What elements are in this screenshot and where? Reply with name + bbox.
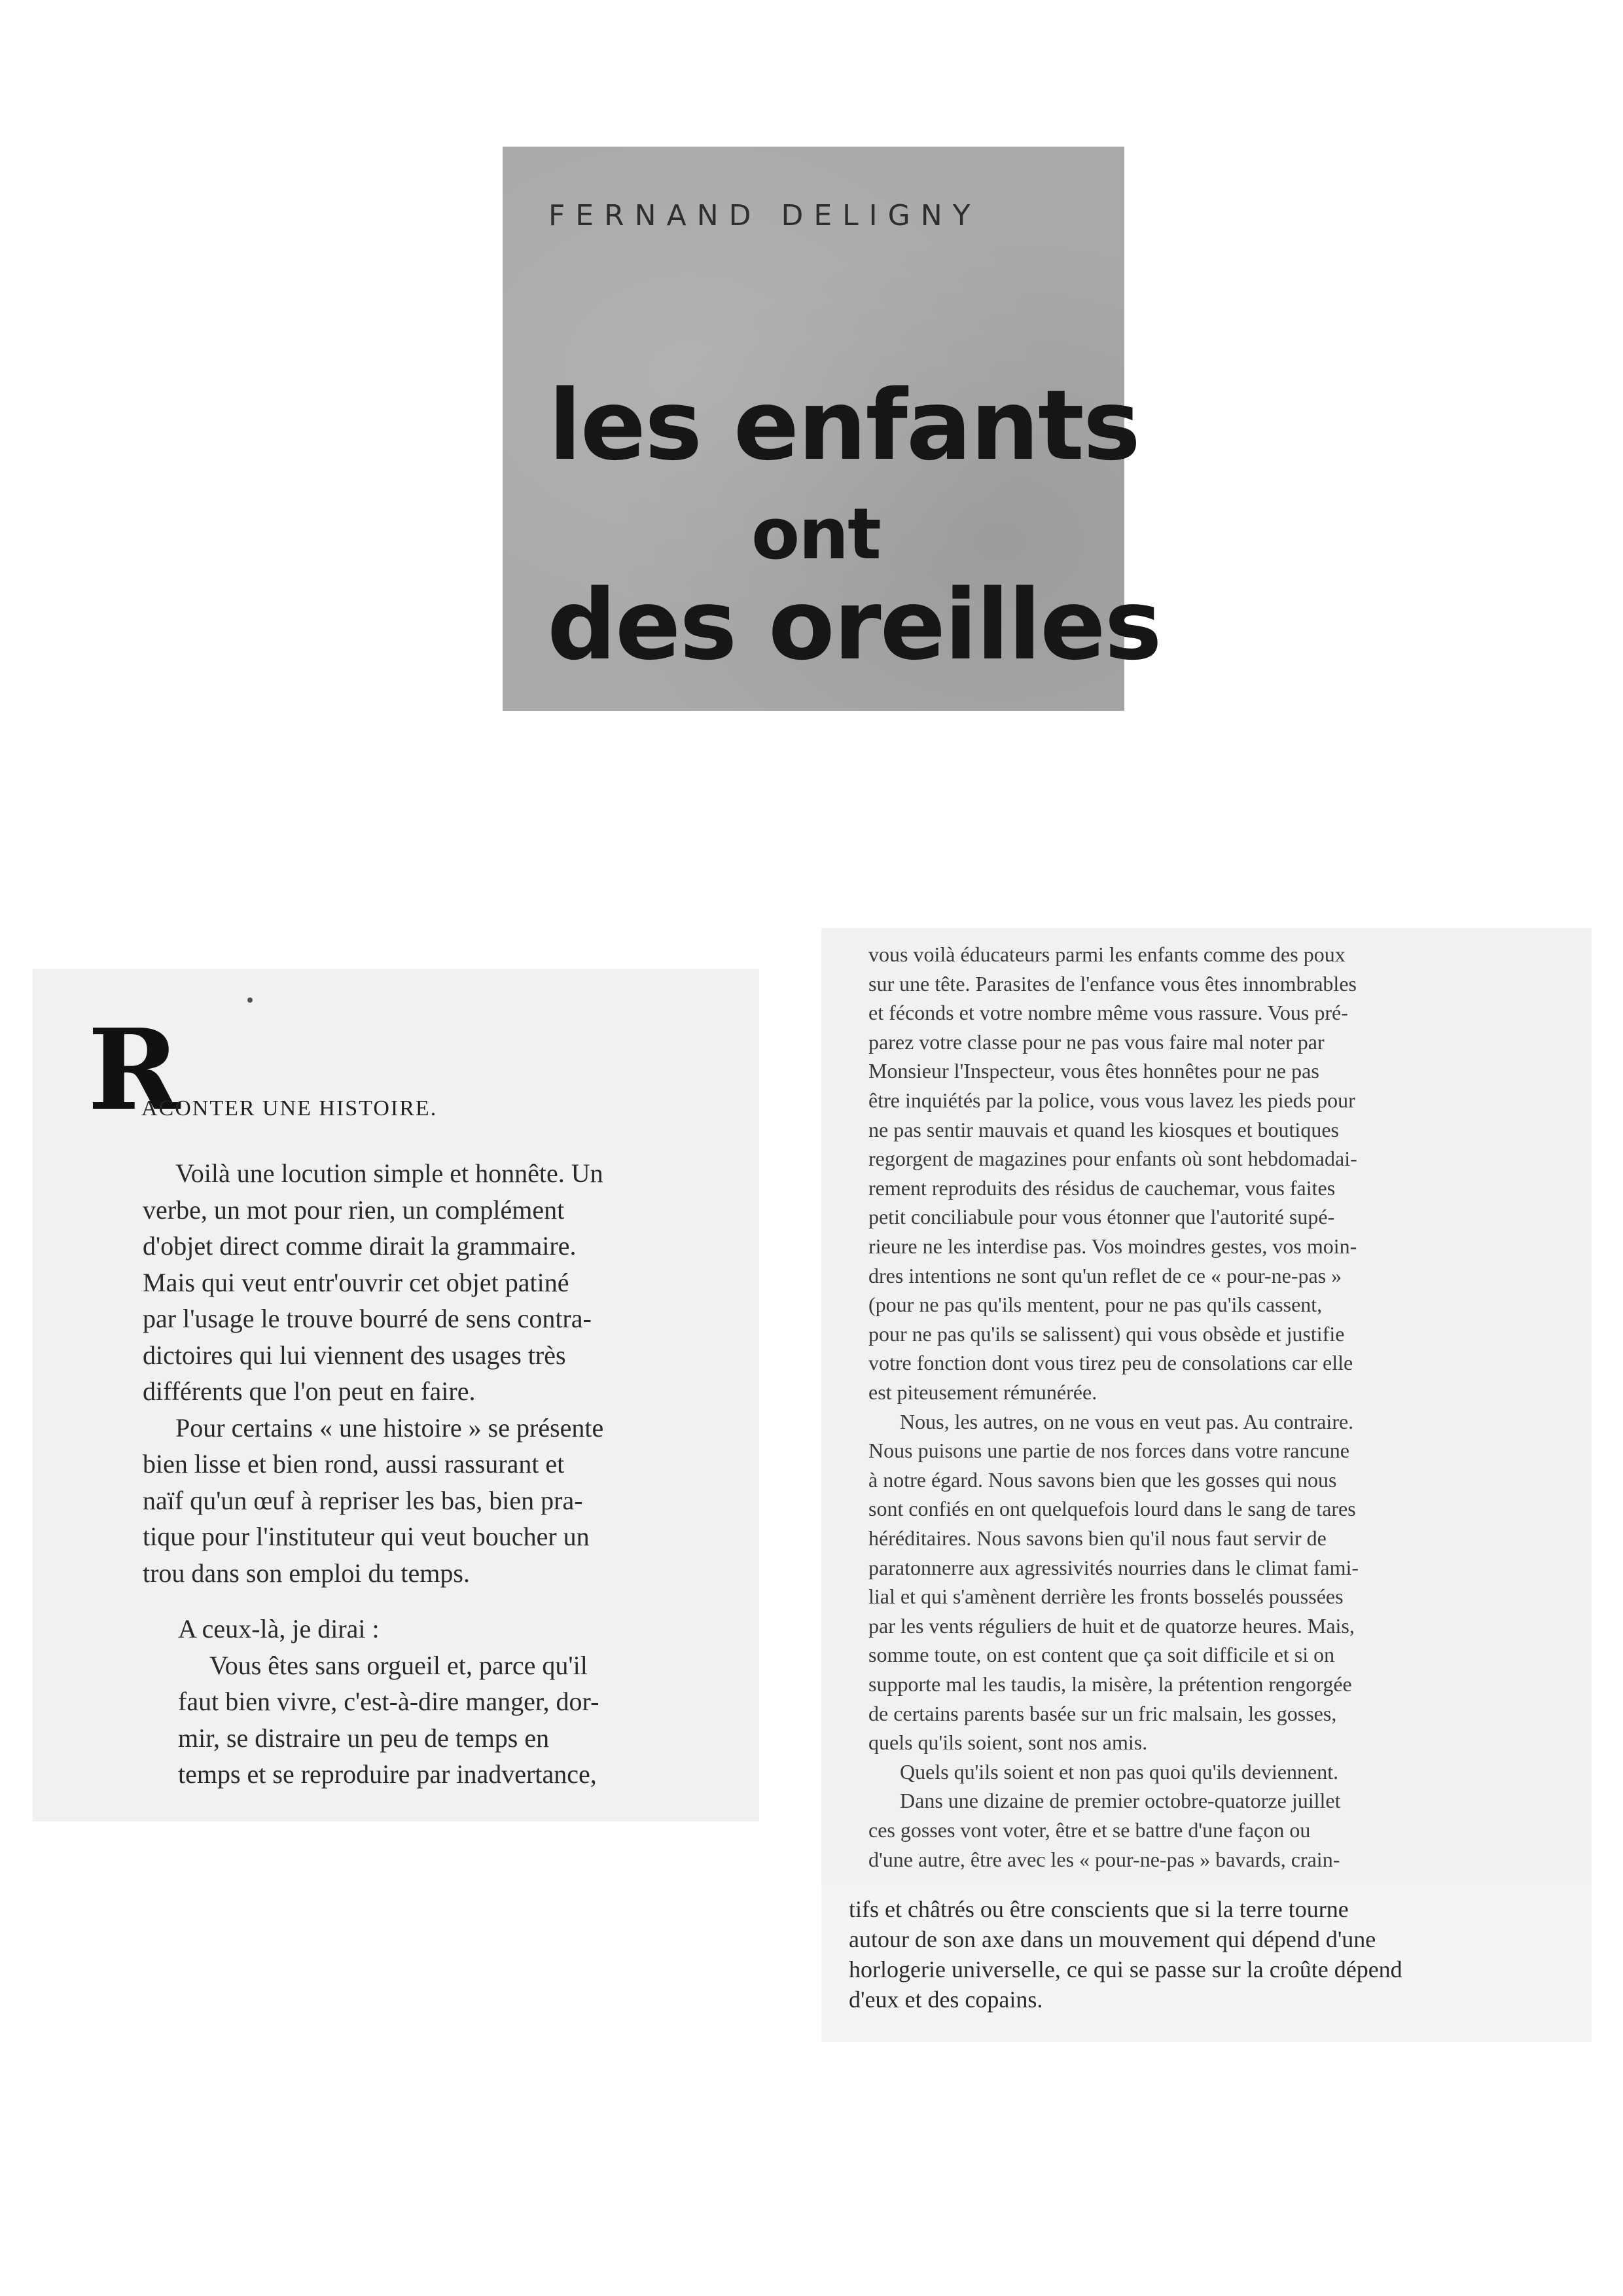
text-line: d'une autre, être avec les « pour-ne-pas » bavards, crain- bbox=[868, 1847, 1340, 1871]
drop-cap: R bbox=[88, 1005, 181, 1136]
text-line: héréditaires. Nous savons bien qu'il nous faut servir de bbox=[868, 1526, 1327, 1550]
text-line: Monsieur l'Inspecteur, vous êtes honnêtes pour ne pas bbox=[868, 1059, 1319, 1083]
title-line-2: ont bbox=[751, 493, 880, 575]
title-line-1: les enfants bbox=[548, 369, 1139, 482]
text-line: paratonnerre aux agressivités nourries dans le climat fami- bbox=[868, 1555, 1359, 1579]
text-line: pour ne pas qu'ils se salissent) qui vous obsède et justifie bbox=[868, 1321, 1345, 1346]
text-line: A ceux-là, je dirai : bbox=[178, 1614, 380, 1643]
ornament-dot bbox=[247, 997, 253, 1003]
right-page bbox=[821, 928, 1592, 1885]
author-name: FERNAND DELIGNY bbox=[548, 199, 981, 232]
text-line: d'objet direct comme dirait la grammaire. bbox=[143, 1231, 577, 1261]
text-line: regorgent de magazines pour enfants où sont hebdomadai- bbox=[868, 1147, 1357, 1171]
text-line: Dans une dizaine de premier octobre-quatorze juillet bbox=[900, 1789, 1341, 1813]
text-line: Voilà une locution simple et honnête. Un bbox=[175, 1158, 603, 1188]
text-line: faut bien vivre, c'est-à-dire manger, dor- bbox=[178, 1687, 599, 1716]
text-line: parez votre classe pour ne pas vous faire mal noter par bbox=[868, 1030, 1325, 1054]
text-line: autour de son axe dans un mouvement qui dépend d'une bbox=[849, 1926, 1376, 1952]
text-line: est piteusement rémunérée. bbox=[868, 1380, 1097, 1404]
text-line: verbe, un mot pour rien, un complément bbox=[143, 1194, 565, 1225]
text-line: être inquiétés par la police, vous vous lavez les pieds pour bbox=[868, 1088, 1355, 1112]
text-line: tique pour l'instituteur qui veut boucher un bbox=[143, 1522, 590, 1551]
text-line: Nous, les autres, on ne vous en veut pas. Au contraire. bbox=[900, 1409, 1354, 1433]
right-page-continuation bbox=[821, 1885, 1592, 2042]
text-line: rement reproduits des résidus de cauchemar, vous faites bbox=[868, 1175, 1336, 1200]
text-line: bien lisse et bien rond, aussi rassurant et bbox=[143, 1449, 565, 1479]
title-line-3: des oreilles bbox=[547, 569, 1161, 681]
text-line: trou dans son emploi du temps. bbox=[143, 1558, 470, 1588]
text-line: et féconds et votre nombre même vous rassure. Vous pré- bbox=[868, 1001, 1348, 1025]
text-line: vous voilà éducateurs parmi les enfants comme des poux bbox=[868, 942, 1346, 966]
text-line: de certains parents basée sur un fric malsain, les gosses, bbox=[868, 1701, 1337, 1725]
left-page bbox=[33, 969, 759, 1821]
text-line: par les vents réguliers de huit et de quatorze heures. Mais, bbox=[868, 1613, 1355, 1638]
text-line: ces gosses vont voter, être et se battre d'une façon ou bbox=[868, 1818, 1311, 1842]
text-line: Mais qui veut entr'ouvrir cet objet patiné bbox=[143, 1267, 569, 1297]
text-line: rieure ne les interdise pas. Vos moindres gestes, vos moin- bbox=[868, 1234, 1357, 1258]
text-line: naïf qu'un œuf à repriser les bas, bien pra- bbox=[143, 1485, 583, 1515]
text-line: horlogerie universelle, ce qui se passe sur la croûte dépend bbox=[849, 1956, 1402, 1982]
text-line: Pour certains « une histoire » se présente bbox=[175, 1412, 604, 1443]
text-line: mir, se distraire un peu de temps en bbox=[178, 1723, 550, 1753]
text-line: supporte mal les taudis, la misère, la prétention rengorgée bbox=[868, 1672, 1352, 1696]
text-line: Quels qu'ils soient et non pas quoi qu'ils deviennent. bbox=[900, 1759, 1339, 1784]
text-line: dres intentions ne sont qu'un reflet de ce « pour-ne-pas » bbox=[868, 1263, 1342, 1287]
text-line: somme toute, on est content que ça soit difficile et si on bbox=[868, 1643, 1335, 1667]
text-line: différents que l'on peut en faire. bbox=[143, 1376, 476, 1406]
text-line: temps et se reproduire par inadvertance, bbox=[178, 1759, 597, 1789]
text-line: par l'usage le trouve bourré de sens contra- bbox=[143, 1304, 592, 1333]
chapter-heading: ACONTER UNE HISTOIRE. bbox=[141, 1096, 438, 1121]
text-line: sont confiés en ont quelquefois lourd dans le sang de tares bbox=[868, 1497, 1356, 1521]
text-line: petit conciliabule pour vous étonner que l'autorité supé- bbox=[868, 1205, 1335, 1229]
text-line: Vous êtes sans orgueil et, parce qu'il bbox=[209, 1650, 588, 1680]
text-line: votre fonction dont vous tirez peu de consolations car elle bbox=[868, 1351, 1353, 1375]
text-line: quels qu'ils soient, sont nos amis. bbox=[868, 1731, 1148, 1755]
text-line: d'eux et des copains. bbox=[849, 1986, 1043, 2013]
text-line: (pour ne pas qu'ils mentent, pour ne pas qu'ils cassent, bbox=[868, 1293, 1323, 1317]
text-line: tifs et châtrés ou être conscients que si la terre tourne bbox=[849, 1896, 1349, 1922]
text-line: ne pas sentir mauvais et quand les kiosques et boutiques bbox=[868, 1117, 1339, 1141]
book-cover bbox=[503, 147, 1161, 711]
text-line: sur une tête. Parasites de l'enfance vous êtes innombrables bbox=[868, 971, 1357, 996]
text-line: lial et qui s'amènent derrière les fronts bosselés poussées bbox=[868, 1585, 1344, 1609]
text-line: dictoires qui lui viennent des usages très bbox=[143, 1340, 566, 1370]
text-line: à notre égard. Nous savons bien que les gosses qui nous bbox=[868, 1467, 1337, 1492]
text-line: Nous puisons une partie de nos forces dans votre rancune bbox=[868, 1439, 1349, 1463]
